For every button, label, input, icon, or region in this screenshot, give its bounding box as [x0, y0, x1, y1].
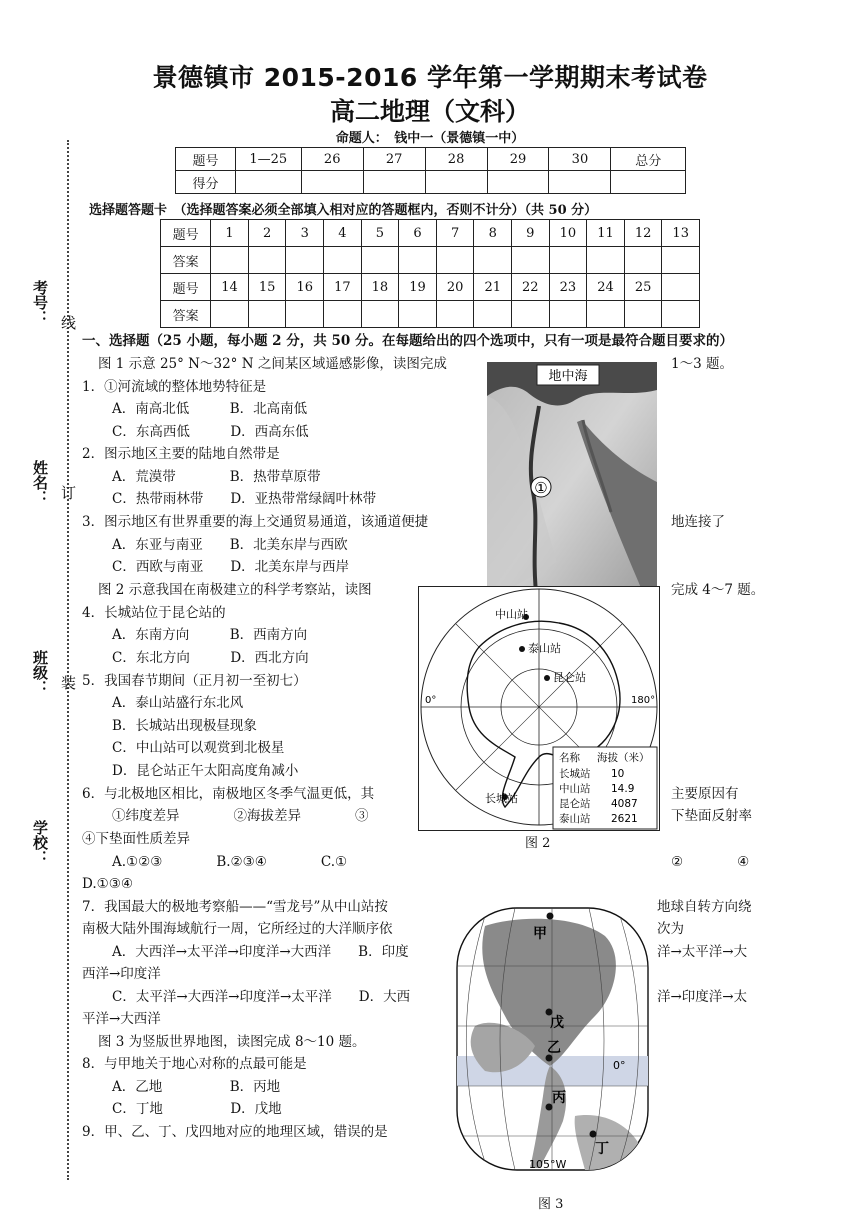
score-blank[interactable]: [235, 171, 301, 194]
question-9: 9．甲、乙、丁、戊四地对应的地理区域，错误的是: [82, 1124, 388, 1140]
answer-blank-cell[interactable]: [549, 301, 587, 328]
question-5-option-c: C．中山站可以观赏到北极星: [112, 740, 285, 756]
question-6-items-tail: 下垫面反射率: [671, 808, 752, 824]
score-cell: 30: [549, 148, 611, 171]
question-number-cell: 16: [286, 274, 324, 301]
altitude-row-value: 2621: [611, 813, 638, 825]
score-blank[interactable]: [549, 171, 611, 194]
binding-strip: [10, 130, 77, 1190]
score-cell: 27: [363, 148, 425, 171]
answer-blank-cell[interactable]: [624, 301, 662, 328]
question-6-items: ①纬度差异 ②海拔差异 ③: [112, 808, 369, 824]
cut-dotted-line: [67, 140, 69, 1180]
question-3-tail: 地连接了: [671, 514, 725, 530]
question-5-option-a: A．泰山站盛行东北风: [112, 695, 244, 711]
question-2-options-ab: A．荒漠带 B．热带草原带: [112, 469, 321, 485]
answer-blank-cell[interactable]: [248, 301, 286, 328]
question-7-options-ab: A．大西洋→太平洋→印度洋→大西洋 B．印度: [112, 944, 409, 960]
question-5-option-d: D．昆仑站正午太阳高度角减小: [112, 763, 299, 779]
question-number-cell: 5: [361, 220, 399, 247]
figure-2-antarctica-map: [418, 586, 660, 831]
score-table-score-row: [176, 171, 686, 194]
question-7-options-cd-wrap: 平洋→大西洋: [82, 1011, 161, 1027]
score-blank[interactable]: [363, 171, 425, 194]
score-cell: 29: [487, 148, 549, 171]
answer-card-row-answers-1: [161, 247, 700, 274]
cut-mark-ding: 订: [59, 485, 77, 500]
score-cell: 28: [425, 148, 487, 171]
point-jia: 甲: [533, 926, 547, 942]
answer-blank-cell[interactable]: [587, 247, 625, 274]
altitude-row-name: 泰山站: [559, 813, 591, 825]
question-3: 3．图示地区有世界重要的海上交通贸易通道，该通道便捷: [82, 514, 429, 530]
question-number-cell: 18: [361, 274, 399, 301]
question-7: 7．我国最大的极地考察船——“雪龙号”从中山站按: [82, 899, 388, 915]
point-yi: 乙: [547, 1040, 561, 1056]
score-table-header-row: [176, 148, 686, 171]
answer-blank-cell[interactable]: [286, 247, 324, 274]
question-number-cell: 21: [474, 274, 512, 301]
question-number-cell: 3: [286, 220, 324, 247]
point-bing: 丙: [552, 1090, 566, 1106]
score-blank[interactable]: [301, 171, 363, 194]
question-4-options-cd: C．东北方向 D．西北方向: [112, 650, 309, 666]
question-8-options-ab: A．乙地 B．丙地: [112, 1079, 281, 1095]
question-number-cell: 13: [662, 220, 700, 247]
question-4: 4．长城站位于昆仑站的: [82, 605, 226, 621]
label-name: 姓名：: [31, 460, 49, 505]
question-number-cell: 12: [624, 220, 662, 247]
answer-blank-cell[interactable]: [624, 247, 662, 274]
answer-blank-cell[interactable]: [286, 301, 324, 328]
question-number-cell: 11: [587, 220, 625, 247]
figure-1-satellite: [487, 362, 657, 602]
answer-blank-cell[interactable]: [474, 301, 512, 328]
question-number-cell: 25: [624, 274, 662, 301]
cut-mark-xian: 线: [59, 315, 77, 330]
question-number-cell: 24: [587, 274, 625, 301]
question-number-cell: 14: [211, 274, 249, 301]
answer-blank-cell[interactable]: [512, 301, 550, 328]
score-blank[interactable]: [425, 171, 487, 194]
question-7-options-cd: C．太平洋→大西洋→印度洋→太平洋 D．大西: [112, 989, 411, 1005]
altitude-row-value: 14.9: [611, 783, 635, 795]
question-2: 2．图示地区主要的陆地自然带是: [82, 446, 280, 462]
answer-card-table: [160, 219, 700, 328]
figure-2-caption: 图 2: [525, 836, 551, 851]
station-zhongshan: 中山站: [495, 608, 528, 621]
author-line: 命题人： 钱中一（景德镇一中）: [335, 131, 525, 146]
answer-card-row-answers-2: [161, 301, 700, 328]
question-4-options-ab: A．东南方向 B．西南方向: [112, 627, 308, 643]
altitude-row-name: 中山站: [559, 783, 591, 795]
question-6: 6．与北极地区相比，南极地区冬季气温更低，其: [82, 786, 375, 802]
altitude-table-head-name: 名称: [559, 752, 580, 764]
station-kunlun: 昆仑站: [553, 671, 586, 684]
section-heading: 一、选择题（25 小题，每小题 2 分，共 50 分。在每题给出的四个选项中，只有一项是最符合题目要求的）: [82, 333, 733, 349]
row-label: 答案: [161, 247, 211, 274]
row-label: 题号: [161, 274, 211, 301]
answer-card-row-numbers-1: [161, 220, 700, 247]
answer-blank-cell[interactable]: [211, 247, 249, 274]
score-row-label: 得分: [176, 171, 236, 194]
score-cell: 总分: [611, 148, 686, 171]
question-5-option-b: B．长城站出现极昼现象: [112, 718, 257, 734]
question-number-cell: 2: [248, 220, 286, 247]
altitude-row-name: 昆仑站: [559, 798, 591, 810]
answer-blank-cell[interactable]: [474, 247, 512, 274]
answer-blank-cell[interactable]: [512, 247, 550, 274]
answer-blank-cell[interactable]: [549, 247, 587, 274]
question-6-option-d: D.①③④: [82, 876, 133, 892]
question-number-cell: 1: [211, 220, 249, 247]
exam-title: 景德镇市 2015-2016 学年第一学期期末考试卷: [152, 63, 708, 92]
question-1: 1．①河流域的整体地势特征是: [82, 379, 267, 395]
question-number-cell: 22: [512, 274, 550, 301]
score-blank[interactable]: [487, 171, 549, 194]
cut-mark-zhuang: 装: [59, 675, 77, 690]
altitude-row-value: 10: [611, 768, 625, 780]
question-6-options-tail: ② ④: [671, 854, 750, 870]
lon-label-0: 0°: [425, 695, 437, 706]
empty-cell: [662, 301, 700, 328]
answer-blank-cell[interactable]: [324, 247, 362, 274]
question-8-options-cd: C．丁地 D．戊地: [112, 1101, 282, 1117]
answer-blank-cell[interactable]: [211, 301, 249, 328]
question-6-items-line3: ④下垫面性质差异: [82, 831, 190, 847]
answer-blank-cell[interactable]: [324, 301, 362, 328]
station-taishan: 泰山站: [528, 642, 561, 655]
station-changcheng: 长城站: [485, 792, 518, 805]
lon-label-180: 180°: [631, 695, 656, 706]
fig3-lon-105w: 105°W: [529, 1158, 567, 1171]
empty-cell: [662, 274, 700, 301]
row-label: 题号: [161, 220, 211, 247]
question-number-cell: 23: [549, 274, 587, 301]
question-number-cell: 20: [436, 274, 474, 301]
intro-fig3: 图 3 为竖版世界地图，读图完成 8～10 题。: [98, 1034, 366, 1050]
figure-2-image: [419, 587, 659, 830]
answer-blank-cell[interactable]: [587, 301, 625, 328]
figure-3-world-map: [455, 906, 650, 1178]
question-3-options-ab: A．东亚与南亚 B．北美东岸与西欧: [112, 537, 348, 553]
answer-blank-cell[interactable]: [436, 301, 474, 328]
altitude-row-value: 4087: [611, 798, 638, 810]
score-blank[interactable]: [611, 171, 686, 194]
question-number-cell: 7: [436, 220, 474, 247]
label-class: 班级：: [31, 650, 49, 695]
point-ding: 丁: [595, 1141, 609, 1157]
question-number-cell: 8: [474, 220, 512, 247]
row-label: 答案: [161, 301, 211, 328]
point-wu: 戊: [550, 1015, 564, 1031]
answer-blank-cell[interactable]: [361, 247, 399, 274]
question-7-options-cd-tail: 洋→印度洋→太: [657, 989, 748, 1005]
question-5: 5．我国春节期间（正月初一至初七）: [82, 673, 307, 689]
altitude-row-name: 长城站: [559, 768, 591, 780]
question-number-cell: 4: [324, 220, 362, 247]
answer-blank-cell[interactable]: [361, 301, 399, 328]
question-number-cell: 10: [549, 220, 587, 247]
question-2-options-cd: C．热带雨林带 D．亚热带常绿阔叶林带: [112, 491, 377, 507]
question-6-options: A.①②③ B.②③④ C.①: [112, 854, 348, 870]
figure-3-caption: 图 3: [538, 1197, 564, 1212]
question-number-cell: 6: [399, 220, 437, 247]
fig1-sea-label: 地中海: [548, 369, 588, 384]
question-1-options-ab: A．南高北低 B．北高南低: [112, 401, 308, 417]
question-7-line2: 南极大陆外围海域航行一周，它所经过的大洋顺序依: [82, 921, 393, 937]
figure-1-image: [487, 362, 657, 602]
intro-fig2: 图 2 示意我国在南极建立的科学考察站，读图: [98, 582, 372, 598]
label-school: 学校：: [31, 820, 49, 865]
answer-card-note: 选择题答题卡 （选择题答案必须全部填入相对应的答题框内，否则不计分）（共 50 分）: [89, 203, 598, 218]
exam-subtitle: 高二地理（文科）: [329, 97, 530, 126]
figure-3-image: [455, 906, 650, 1178]
score-cell: 题号: [176, 148, 236, 171]
intro-fig2-tail: 完成 4～7 题。: [671, 582, 765, 598]
intro-fig1-tail: 1～3 题。: [671, 356, 733, 372]
answer-blank-cell[interactable]: [248, 247, 286, 274]
score-cell: 26: [301, 148, 363, 171]
question-7-options-ab-wrap: 西洋→印度洋: [82, 966, 161, 982]
question-7-options-ab-tail: 洋→太平洋→大: [657, 944, 748, 960]
label-exam-number: 考号：: [31, 280, 49, 325]
fig3-lon-0: 0°: [613, 1059, 626, 1072]
answer-card-row-numbers-2: [161, 274, 700, 301]
question-number-cell: 19: [399, 274, 437, 301]
score-cell: 1—25: [235, 148, 301, 171]
question-number-cell: 9: [512, 220, 550, 247]
score-table: [175, 147, 686, 194]
question-number-cell: 17: [324, 274, 362, 301]
question-6-tail: 主要原因有: [671, 786, 739, 802]
question-3-options-cd: C．西欧与南亚 D．北美东岸与西岸: [112, 559, 350, 575]
question-7-tail2: 次为: [657, 921, 684, 937]
answer-blank-cell[interactable]: [399, 301, 437, 328]
question-7-tail1: 地球自转方向绕: [657, 899, 752, 915]
fig1-river-marker: ①: [534, 479, 548, 497]
question-number-cell: 15: [248, 274, 286, 301]
question-1-options-cd: C．东高西低 D．西高东低: [112, 424, 309, 440]
question-8: 8．与甲地关于地心对称的点最可能是: [82, 1056, 307, 1072]
answer-blank-cell[interactable]: [436, 247, 474, 274]
answer-blank-cell[interactable]: [399, 247, 437, 274]
intro-fig1: 图 1 示意 25° N～32° N 之间某区域遥感影像，读图完成: [98, 356, 447, 372]
altitude-table-head-alt: 海拔（米）: [597, 752, 650, 764]
answer-blank-cell[interactable]: [662, 247, 700, 274]
